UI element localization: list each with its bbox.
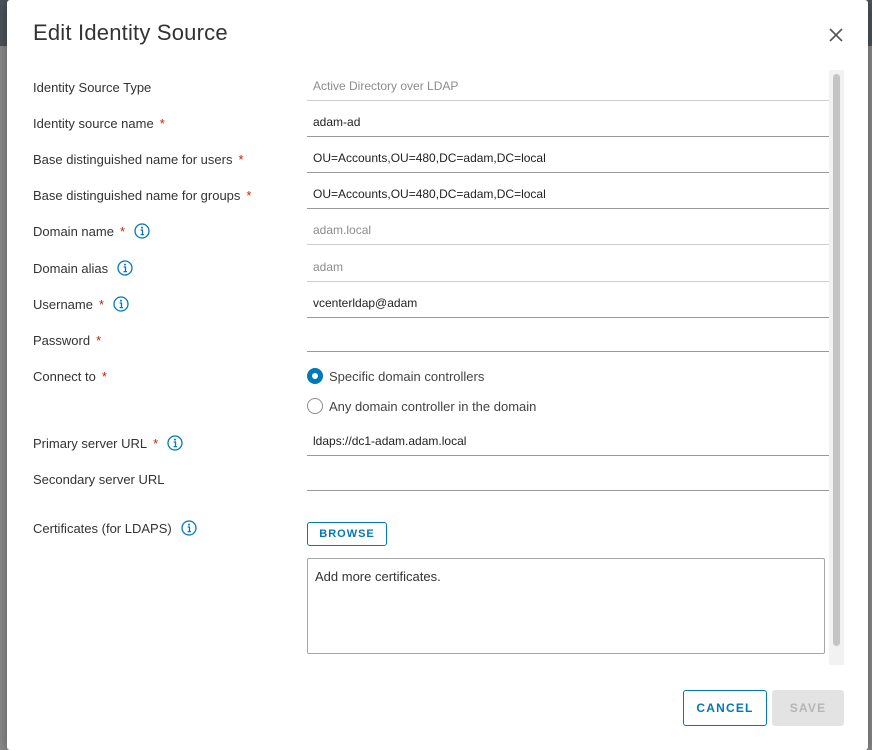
identity-source-type-label: Identity Source Type bbox=[33, 79, 152, 95]
domain-name-label: Domain name * bbox=[33, 222, 150, 240]
secondary-server-url-label: Secondary server URL bbox=[33, 471, 165, 487]
primary-server-url-label: Primary server URL * bbox=[33, 434, 183, 452]
identity-source-name-label: Identity source name * bbox=[33, 115, 165, 131]
base-dn-users-input[interactable]: OU=Accounts,OU=480,DC=adam,DC=local bbox=[307, 143, 829, 173]
close-icon bbox=[825, 24, 847, 46]
edit-identity-source-dialog bbox=[7, 0, 868, 750]
radio-specific-domain-controllers[interactable]: Specific domain controllers bbox=[307, 367, 484, 385]
primary-server-url-input[interactable]: ldaps://dc1-adam.adam.local bbox=[307, 426, 829, 456]
close-button[interactable] bbox=[825, 24, 847, 46]
required-marker: * bbox=[246, 187, 252, 203]
required-marker: * bbox=[238, 151, 244, 167]
form-scrollbar[interactable] bbox=[829, 70, 844, 665]
info-icon[interactable] bbox=[134, 223, 150, 239]
dialog-title: Edit Identity Source bbox=[33, 20, 228, 45]
browse-button[interactable]: BROWSE bbox=[307, 522, 387, 546]
info-icon[interactable] bbox=[181, 520, 197, 536]
info-icon[interactable] bbox=[113, 296, 129, 312]
password-label: Password * bbox=[33, 332, 102, 348]
domain-name-field: adam.local bbox=[307, 215, 829, 245]
identity-source-type-field: Active Directory over LDAP bbox=[307, 71, 829, 101]
radio-checked-icon bbox=[307, 368, 323, 384]
identity-source-name-input[interactable]: adam-ad bbox=[307, 107, 829, 137]
connect-to-label: Connect to * bbox=[33, 368, 107, 384]
base-dn-groups-input[interactable]: OU=Accounts,OU=480,DC=adam,DC=local bbox=[307, 179, 829, 209]
required-marker: * bbox=[98, 296, 105, 312]
scrollbar-thumb[interactable] bbox=[833, 74, 840, 646]
base-dn-groups-label: Base distinguished name for groups * bbox=[33, 187, 252, 203]
username-input[interactable]: vcenterldap@adam bbox=[307, 288, 829, 318]
required-marker: * bbox=[119, 223, 125, 239]
radio-unchecked-icon bbox=[307, 398, 323, 414]
certificates-textarea[interactable]: Add more certificates. bbox=[307, 558, 825, 654]
required-marker: * bbox=[101, 368, 107, 384]
required-marker: * bbox=[159, 115, 165, 131]
domain-alias-field: adam bbox=[307, 252, 829, 282]
domain-alias-label: Domain alias bbox=[33, 259, 133, 277]
password-input[interactable] bbox=[307, 322, 829, 352]
save-button[interactable]: SAVE bbox=[772, 690, 844, 726]
base-dn-users-label: Base distinguished name for users * bbox=[33, 151, 244, 167]
required-marker: * bbox=[96, 332, 102, 348]
username-label: Username * bbox=[33, 295, 129, 313]
certificates-label: Certificates (for LDAPS) bbox=[33, 519, 197, 537]
info-icon[interactable] bbox=[117, 260, 133, 276]
info-icon[interactable] bbox=[167, 435, 183, 451]
form-scroll-area bbox=[7, 70, 852, 665]
cancel-button[interactable]: CANCEL bbox=[683, 690, 767, 726]
secondary-server-url-input[interactable] bbox=[307, 461, 829, 491]
radio-any-domain-controller[interactable]: Any domain controller in the domain bbox=[307, 397, 536, 415]
required-marker: * bbox=[153, 435, 159, 451]
